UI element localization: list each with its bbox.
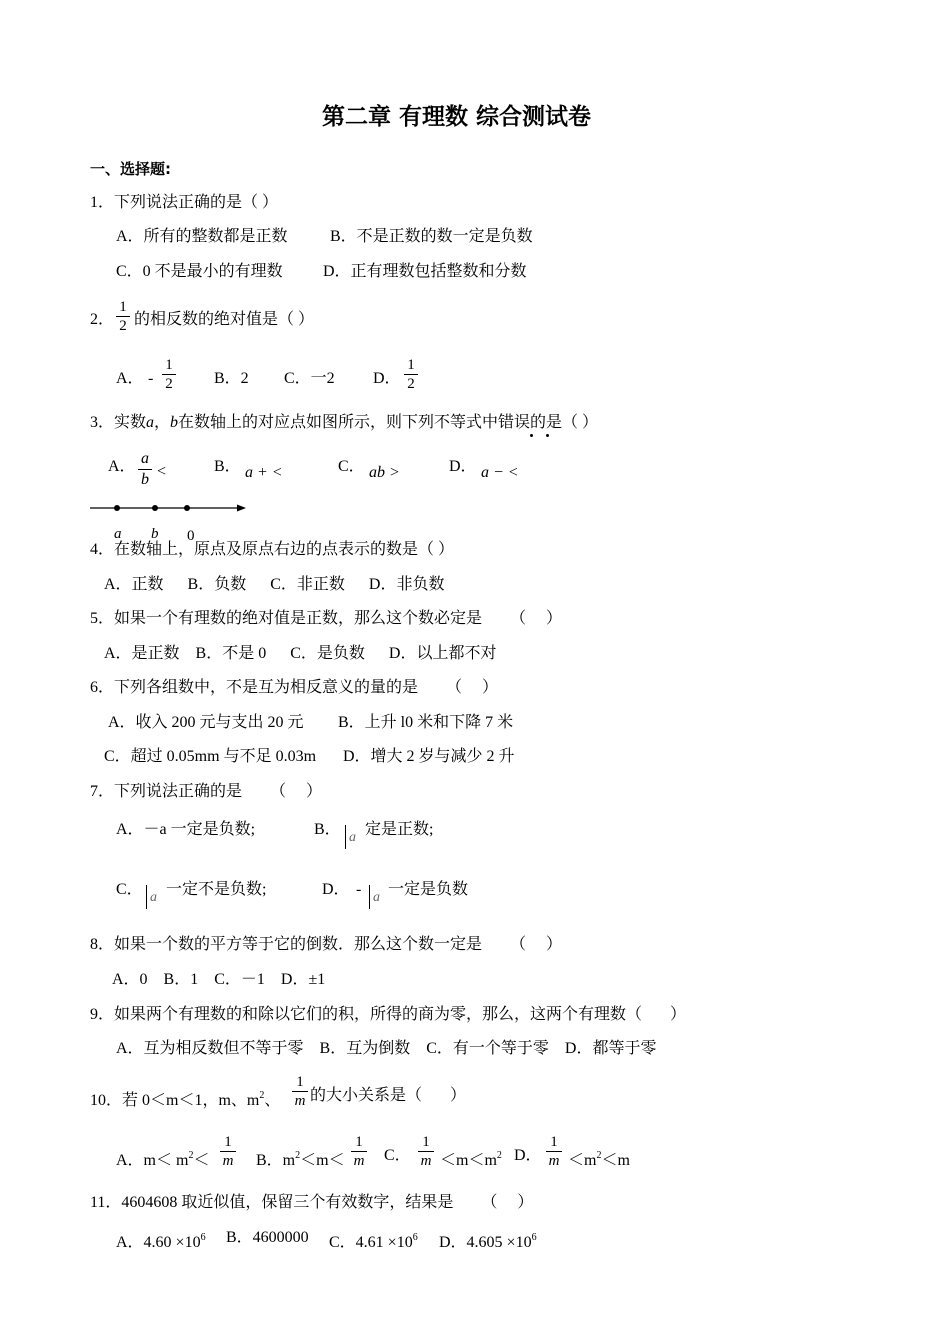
absolute-value-bar xyxy=(345,825,346,849)
q3-option-a-label: A． xyxy=(108,458,136,475)
q10-option-d-label: D． xyxy=(514,1147,542,1164)
q10-option-c-denominator: m xyxy=(420,1153,432,1169)
q8-stem: 8．如果一个数的平方等于它的倒数．那么这个数一定是 （ ） xyxy=(90,936,563,953)
q2-option-d-fraction xyxy=(404,357,418,392)
q10-option-c-label: C． xyxy=(384,1147,411,1164)
q2-option-b: B．2 xyxy=(214,370,249,387)
q3-option-d-expr: a − < xyxy=(481,464,519,481)
emphasis-dot xyxy=(546,434,549,437)
q1-option-a: A．所有的整数都是正数 xyxy=(116,228,288,245)
q11-option-d-exponent: 6 xyxy=(531,1232,537,1243)
q2-option-a-label: A． xyxy=(116,370,144,387)
q6-option-b: B．上升 l0 米和下降 7 米 xyxy=(338,714,514,731)
q1-option-c: C．0 不是最小的有理数 xyxy=(116,263,283,280)
q10-option-d-fraction xyxy=(546,1134,562,1169)
q11-option-b: B．4600000 xyxy=(226,1229,309,1246)
q10-option-c-exponent: 2 xyxy=(496,1150,502,1161)
q3-stem-suffix: 在数轴上的对应点如图所示，则下列不等式中错误的是（ ） xyxy=(178,414,599,431)
q10-option-b-exponent: 2 xyxy=(295,1150,301,1161)
q2-option-a-sign: - xyxy=(148,370,154,387)
q10-option-d xyxy=(568,1146,630,1171)
point-origin xyxy=(184,505,190,511)
q9-options: A．互为相反数但不等于零 B．互为倒数 C．有一个等于零 D．都等于零 xyxy=(116,1040,657,1057)
q2-fraction-numerator: 1 xyxy=(119,299,127,315)
page-title: 第二章 有理数 综合测试卷 xyxy=(322,104,592,130)
q10-option-a-fraction xyxy=(220,1134,236,1169)
q3-stem xyxy=(90,413,598,433)
q10-option-a-text: A．m＜ m xyxy=(116,1152,189,1169)
q2-fraction-denominator: 2 xyxy=(119,318,127,334)
q6-stem: 6．下列各组数中，不是互为相反意义的量的是 （ ） xyxy=(90,679,499,696)
q10-option-c-fraction xyxy=(418,1134,434,1169)
q11-option-c xyxy=(329,1228,418,1253)
q1-option-d: D．正有理数包括整数和分数 xyxy=(323,263,527,280)
point-b xyxy=(152,505,158,511)
absolute-value-bar xyxy=(369,885,370,909)
q3-option-a-numerator: a xyxy=(141,450,149,467)
q7-option-c-abs-var: a xyxy=(150,890,157,905)
q3-option-a-fraction xyxy=(138,450,152,489)
q3-option-c-label: C． xyxy=(338,458,365,475)
q2-fraction xyxy=(116,299,130,334)
q2-option-c: C．一2 xyxy=(284,370,335,387)
axis-label-b: b xyxy=(151,526,159,542)
number-line xyxy=(88,498,258,520)
q7-option-a: A．－a 一定是负数; xyxy=(116,821,256,838)
axis-label-a: a xyxy=(114,526,122,542)
q7-option-b-text: 定是正数; xyxy=(365,821,434,838)
q2-option-a-numerator: 1 xyxy=(165,357,173,373)
q4-stem: 4．在数轴上，原点及原点右边的点表示的数是（ ） xyxy=(90,541,455,558)
q10-option-a xyxy=(116,1146,209,1171)
q3-option-b-expr: a + < xyxy=(245,464,283,481)
q10-option-b-sign: ＜m＜ xyxy=(300,1152,345,1169)
q11-option-a-text: A．4.60 ×10 xyxy=(116,1234,201,1251)
q1-option-b: B．不是正数的数一定是负数 xyxy=(330,228,533,245)
q2-option-d-label: D． xyxy=(373,370,401,387)
q3-option-b-label: B． xyxy=(214,458,241,475)
q11-stem: 11．4604608 取近似值，保留三个有效数字，结果是 （ ） xyxy=(90,1194,534,1211)
q10-stem-prefix xyxy=(90,1086,280,1111)
q7-option-c-label: C． xyxy=(116,881,143,898)
q6-option-d: D．增大 2 岁与减少 2 升 xyxy=(343,748,515,765)
q2-number: 2． xyxy=(90,311,115,328)
q10-option-b-denominator: m xyxy=(353,1153,365,1169)
q7-option-c-text: 一定不是负数; xyxy=(166,881,267,898)
q7-stem: 7．下列说法正确的是 （ ） xyxy=(90,783,323,800)
q10-option-d-tail: ＜m xyxy=(601,1152,630,1169)
q5-options: A．是正数 B．不是 0 C．是负数 D．以上都不对 xyxy=(104,645,497,662)
q10-option-d-text: ＜m xyxy=(568,1152,597,1169)
q10-option-c xyxy=(440,1146,502,1171)
q10-option-a-sign: ＜ xyxy=(193,1152,210,1169)
point-a xyxy=(114,505,120,511)
q11-option-c-text: C．4.61 ×10 xyxy=(329,1234,413,1251)
emphasis-dot xyxy=(530,434,533,437)
q10-option-b xyxy=(256,1146,345,1171)
q3-separator: ， xyxy=(154,414,171,431)
q10-option-b-numerator: 1 xyxy=(355,1134,363,1150)
q11-option-c-exponent: 6 xyxy=(412,1232,418,1243)
q6-option-a: A．收入 200 元与支出 20 元 xyxy=(108,714,304,731)
q10-option-b-text: B．m xyxy=(256,1152,296,1169)
q7-option-b-abs-var: a xyxy=(349,830,356,845)
q10-stem-suffix: 的大小关系是（ ） xyxy=(310,1087,467,1104)
axis-label-zero: 0 xyxy=(187,528,195,544)
q10-option-d-denominator: m xyxy=(548,1153,560,1169)
q2-stem: 的相反数的绝对值是（ ） xyxy=(134,311,315,328)
q9-stem: 9．如果两个有理数的和除以它们的积，所得的商为零，那么，这两个有理数（ ） xyxy=(90,1006,687,1023)
q6-option-c: C．超过 0.05mm 与不足 0.03m xyxy=(104,748,317,765)
q10-stem-separator: 、 xyxy=(264,1092,281,1109)
q2-option-d-denominator: 2 xyxy=(407,376,415,392)
q3-option-a-denominator: b xyxy=(141,471,149,488)
q7-option-d-abs-var: a xyxy=(373,890,380,905)
q3-var-a: a xyxy=(146,414,155,431)
q10-option-d-exponent: 2 xyxy=(596,1150,602,1161)
q3-option-d-label: D． xyxy=(449,458,477,475)
q7-option-d-sign: - xyxy=(356,881,362,898)
q11-option-a-exponent: 6 xyxy=(200,1232,206,1243)
section-heading: 一、选择题: xyxy=(90,160,171,178)
q2-option-d-numerator: 1 xyxy=(407,357,415,373)
q10-exponent: 2 xyxy=(259,1090,265,1101)
q4-options: A．正数 B．负数 C．非正数 D．非负数 xyxy=(104,576,445,593)
q3-stem-prefix: 3．实数 xyxy=(90,414,147,431)
q7-option-d-label: D． xyxy=(322,881,350,898)
q10-option-a-exponent: 2 xyxy=(188,1150,194,1161)
q10-option-b-fraction xyxy=(351,1134,367,1169)
q3-option-c-expr: ab > xyxy=(369,464,400,481)
q1-stem: 1．下列说法正确的是（ ） xyxy=(90,194,279,211)
q3-var-b: b xyxy=(170,414,179,431)
q3-option-a-sign: < xyxy=(157,463,167,480)
q10-fraction-denominator: m xyxy=(294,1093,306,1109)
q10-fraction xyxy=(292,1074,308,1109)
q11-option-d-text: D．4.605 ×10 xyxy=(439,1234,532,1251)
q8-options: A．0 B．1 C．－1 D．±1 xyxy=(112,971,326,988)
q10-option-c-text: ＜m＜m xyxy=(440,1152,497,1169)
number-line-arrow xyxy=(237,505,246,512)
q10-fraction-numerator: 1 xyxy=(296,1074,304,1090)
q7-option-d-text: 一定是负数 xyxy=(388,881,469,898)
q10-option-d-numerator: 1 xyxy=(550,1134,558,1150)
q11-option-d xyxy=(439,1228,537,1253)
absolute-value-bar xyxy=(146,885,147,909)
q10-option-a-denominator: m xyxy=(222,1153,234,1169)
q5-stem: 5．如果一个有理数的绝对值是正数，那么这个数必定是 （ ） xyxy=(90,610,563,627)
q10-option-c-numerator: 1 xyxy=(422,1134,430,1150)
q11-option-a xyxy=(116,1228,206,1253)
q2-option-a-denominator: 2 xyxy=(165,376,173,392)
q10-stem-prefix-text: 10．若 0＜m＜1，m、m xyxy=(90,1092,260,1109)
q10-option-a-numerator: 1 xyxy=(224,1134,232,1150)
q7-option-b-label: B． xyxy=(314,821,341,838)
q2-option-a-fraction xyxy=(162,357,176,392)
